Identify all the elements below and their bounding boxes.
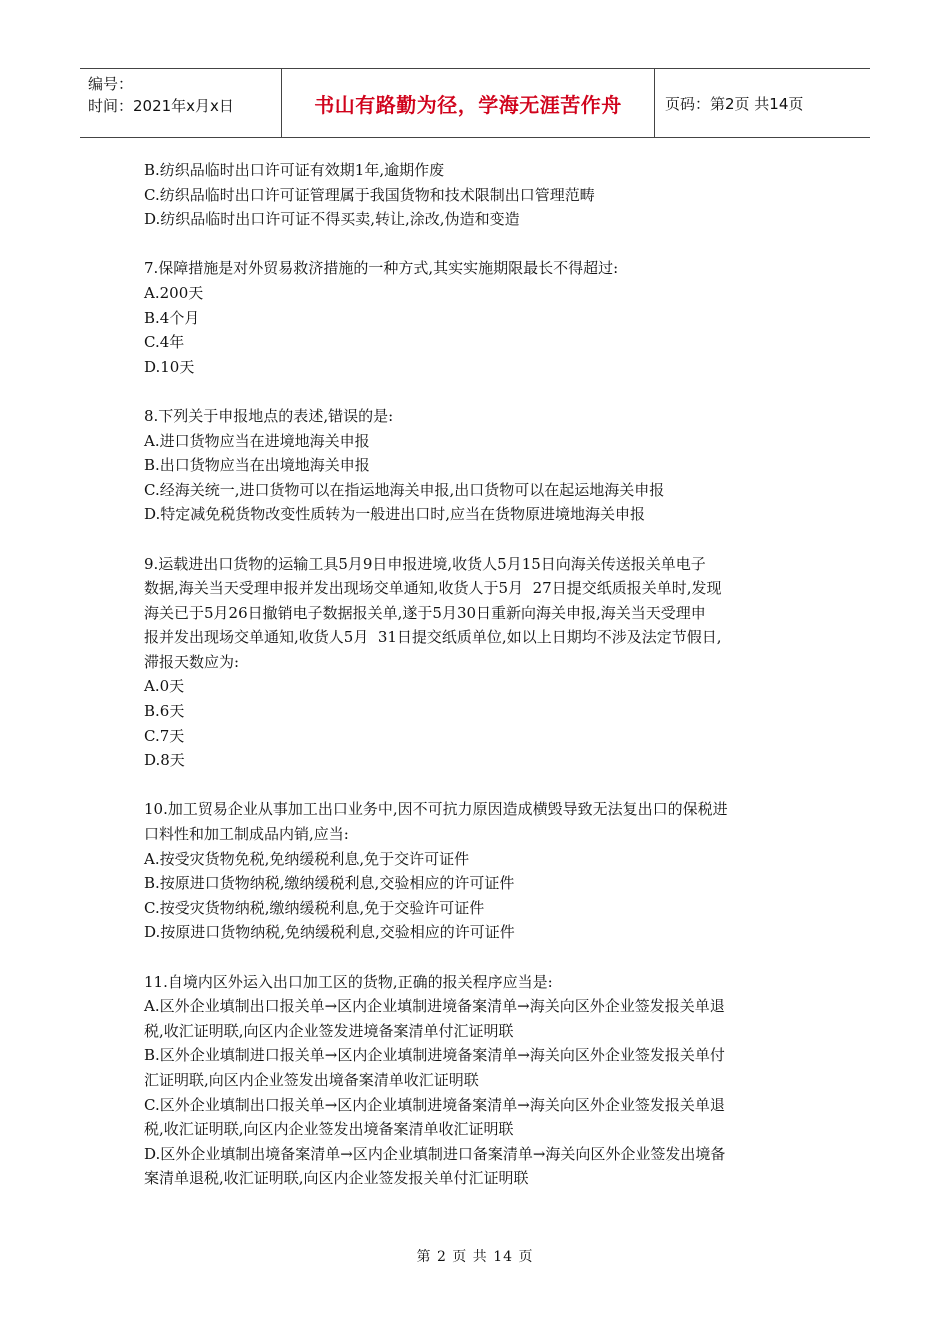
question-11	[144, 970, 810, 1191]
option-line: C.4年	[144, 333, 185, 352]
number-label: 编号：	[88, 75, 134, 93]
option-line: B.纺织品临时出口许可证有效期1年,逾期作废	[144, 161, 445, 179]
option-line: A.区外企业填制出口报关单→区内企业填制进境备案清单→海关向区外企业签发报关单退	[144, 997, 725, 1016]
question-stem: 11.自境内区外运入出口加工区的货物,正确的报关程序应当是:	[144, 972, 553, 991]
question-10	[144, 797, 810, 945]
option-line: C.经海关统一,进口货物可以在指运地海关申报,出口货物可以在起运地海关申报	[144, 480, 665, 499]
question-7	[144, 256, 810, 379]
option-line: D.8天	[144, 751, 185, 770]
option-line: C.纺织品临时出口许可证管理属于我国货物和技术限制出口管理范畴	[144, 185, 595, 204]
question-stem: 口料性和加工制成品内销,应当:	[144, 825, 349, 844]
header-meta	[80, 69, 282, 137]
option-line: C.7天	[144, 726, 185, 745]
option-line: A.按受灾货物免税,免纳缓税利息,免于交许可证件	[144, 849, 470, 868]
option-line: D.特定减免税货物改变性质转为一般进出口时,应当在货物原进境地海关申报	[144, 505, 646, 524]
option-line: 汇证明联,向区内企业签发出境备案清单收汇证明联	[144, 1070, 479, 1089]
time-label: 时间：2021年x月x日	[88, 97, 234, 115]
question-9	[144, 552, 810, 773]
question-stem: 数据,海关当天受理申报并发出现场交单通知,收货人于5月 27日提交纸质报关单时,发现	[144, 579, 722, 598]
question-stem: 海关已于5月26日撤销电子数据报关单,遂于5月30日重新向海关申报,海关当天受理申	[144, 603, 706, 622]
option-line: D.区外企业填制出境备案清单→区内企业填制进口备案清单→海关向区外企业签发出境备	[144, 1144, 726, 1163]
document-body	[144, 158, 810, 1191]
option-line: B.区外企业填制进口报关单→区内企业填制进境备案清单→海关向区外企业签发报关单付	[144, 1046, 725, 1065]
option-line: D.按原进口货物纳税,免纳缓税利息,交验相应的许可证件	[144, 923, 515, 942]
question-8	[144, 404, 810, 527]
option-line: D.纺织品临时出口许可证不得买卖,转让,涂改,伪造和变造	[144, 210, 520, 229]
question-stem: 7.保障措施是对外贸易救济措施的一种方式,其实实施期限最长不得超过:	[144, 259, 619, 278]
option-line: B.按原进口货物纳税,缴纳缓税利息,交验相应的许可证件	[144, 874, 515, 893]
option-line: C.按受灾货物纳税,缴纳缓税利息,免于交验许可证件	[144, 898, 485, 917]
option-line: D.10天	[144, 357, 195, 376]
question-stem: 滞报天数应为:	[144, 652, 240, 671]
option-line: B.4个月	[144, 308, 200, 327]
header-motto: 书山有路勤为径，学海无涯苦作舟	[282, 69, 655, 137]
option-line: 税,收汇证明联,向区内企业签发出境备案清单收汇证明联	[144, 1120, 514, 1139]
option-line: A.200天	[144, 283, 204, 302]
question-stem: 9.运载进出口货物的运输工具5月9日申报进境,收货人5月15日向海关传送报关单电子	[144, 554, 706, 573]
option-line: B.出口货物应当在出境地海关申报	[144, 456, 370, 475]
page-footer: 第 2 页 共 14 页	[416, 1249, 534, 1265]
option-line: 案清单退税,收汇证明联,向区内企业签发报关单付汇证明联	[144, 1169, 529, 1188]
option-line: 税,收汇证明联,向区内企业签发进境备案清单付汇证明联	[144, 1021, 514, 1040]
question-stem: 报并发出现场交单通知,收货人5月 31日提交纸质单位,如以上日期均不涉及法定节假日,	[144, 628, 722, 647]
question-stem: 10.加工贸易企业从事加工出口业务中,因不可抗力原因造成横毁导致无法复出口的保税进	[144, 800, 728, 819]
option-line: C.区外企业填制出口报关单→区内企业填制进境备案清单→海关向区外企业签发报关单退	[144, 1095, 725, 1114]
continuation-block	[144, 158, 810, 232]
option-line: A.进口货物应当在进境地海关申报	[144, 431, 370, 450]
question-stem: 8.下列关于申报地点的表述,错误的是:	[144, 406, 394, 425]
page-header	[80, 68, 870, 138]
option-line: A.0天	[144, 677, 185, 696]
option-line: B.6天	[144, 702, 185, 721]
header-page-label: 页码：第2页 共14页	[665, 94, 804, 113]
